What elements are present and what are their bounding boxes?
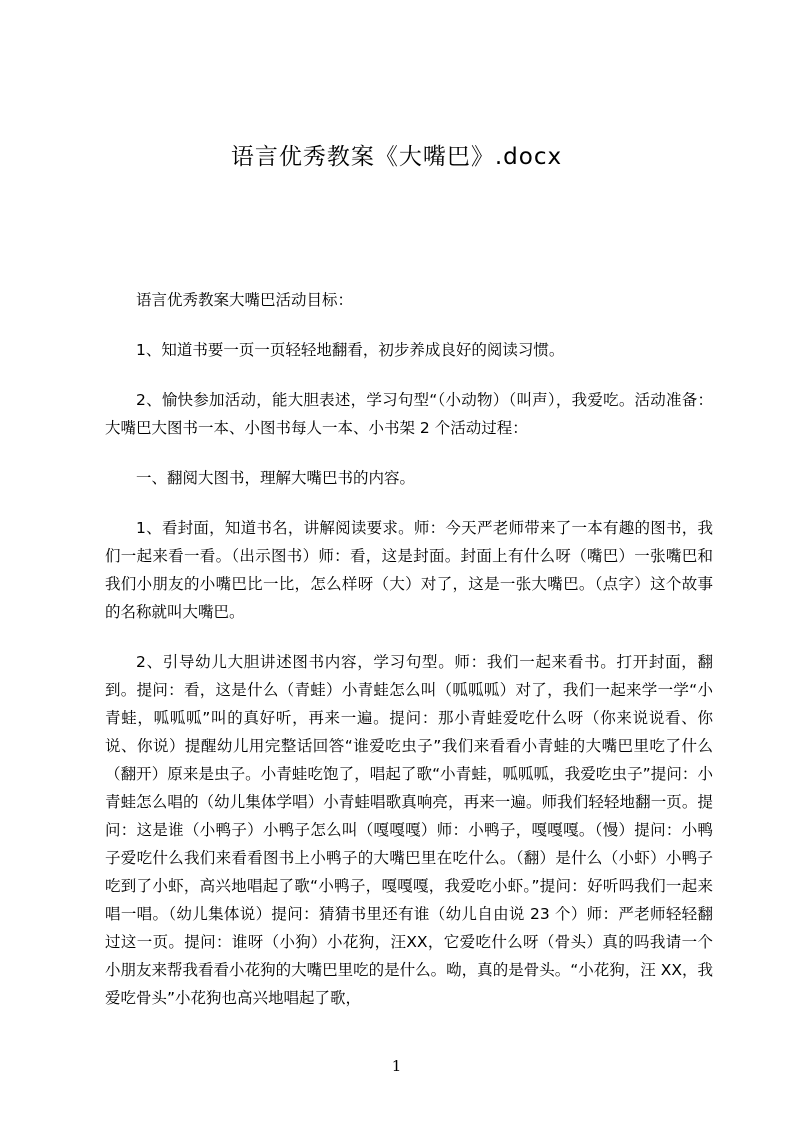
- page-number: 1: [391, 1057, 402, 1075]
- paragraph-section-1-heading: 一、翻阅大图书，理解大嘴巴书的内容。: [136, 469, 416, 487]
- document-body: [105, 286, 713, 1034]
- paragraph-step-2: 2、引导幼儿大胆讲述图书内容，学习句型。师：我们一起来看书。打开封面，翻到。提问：看，这是什么（青蛙）小青蛙怎么叫（呱呱呱）对了，我们一起来学一学“小青蛙，呱呱呱”叫的真好听，再来一遍。提问：那小青蛙爱吃什么呀（你来说说看、你说、你说）提醒幼儿用完整话回答“谁爱吃虫子”我们来看看小青蛙的大嘴巴里吃了什么（翻开）原来是虫子。小青蛙吃饱了，唱起了歌“小青蛙，呱呱呱，我爱吃虫子”提问：小青蛙怎么唱的（幼儿集体学唱）小青蛙唱歌真响亮，再来一遍。师我们轻轻地翻一页。提问：这是谁（小鸭子）小鸭子怎么叫（嘎嘎嘎）师：小鸭子，嘎嘎嘎。（慢）提问：小鸭子爱吃什么我们来看看图书上小鸭子的大嘴巴里在吃什么。（翻）是什么（小虾）小鸭子吃到了小虾，高兴地唱起了歌“小鸭子，嘎嘎嘎，我爱吃小虾。”提问：好听吗我们一起来唱一唱。（幼儿集体说）提问：猜猜书里还有谁（幼儿自由说 23 个）师：严老师轻轻翻过这一页。提问：谁呀（小狗）小花狗，汪XX，它爱吃什么呀（骨头）真的吗我请一个小朋友来帮我看看小花狗的大嘴巴里吃的是什么。呦，真的是骨头。“小花狗，汪 XX，我爱吃骨头”小花狗也高兴地唱起了歌，: [105, 653, 713, 1007]
- document-title: 语言优秀教案《大嘴巴》.docx: [230, 144, 563, 170]
- paragraph-activity-goals: 语言优秀教案大嘴巴活动目标：: [136, 291, 354, 309]
- paragraph-goal-2: 2、愉快参加活动，能大胆表述，学习句型“（小动物）（叫声），我爱吃。活动准备：大嘴巴大图书一本、小图书每人一本、小书架 2 个活动过程：: [105, 391, 713, 437]
- paragraph-goal-1: 1、知道书要一页一页轻轻地翻看，初步养成良好的阅读习惯。: [136, 341, 565, 359]
- paragraph-step-1: 1、看封面，知道书名，讲解阅读要求。师：今天严老师带来了一本有趣的图书，我们一起来看一看。（出示图书）师：看，这是封面。封面上有什么呀（嘴巴）一张嘴巴和我们小朋友的小嘴巴比一比，怎么样呀（大）对了，这是一张大嘴巴。（点字）这个故事的名称就叫大嘴巴。: [105, 519, 713, 621]
